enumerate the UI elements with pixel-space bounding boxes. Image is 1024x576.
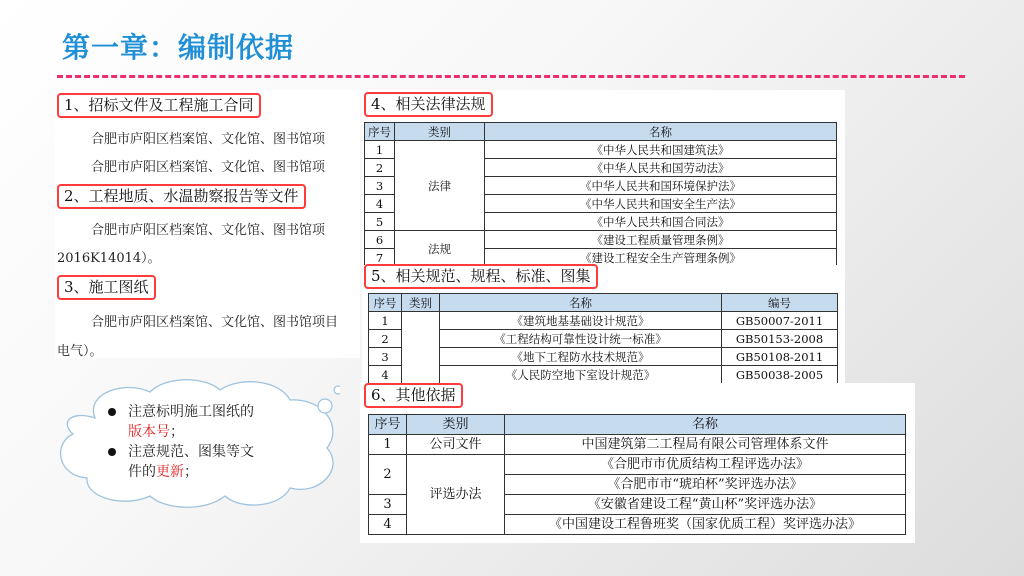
cell-name: 《建设工程安全生产管理条例》 bbox=[485, 249, 837, 267]
standards-table bbox=[368, 293, 838, 384]
table-row bbox=[369, 330, 838, 348]
cell-name: 《合肥市市优质结构工程评选办法》 bbox=[505, 455, 906, 475]
table-header: 序号 bbox=[369, 415, 407, 435]
note-text: 注意规范、图集等文 bbox=[128, 444, 254, 460]
note-item bbox=[108, 402, 254, 442]
paragraph-text: 合肥市庐阳区档案馆、文化馆、图书馆项 bbox=[91, 223, 326, 238]
heading-laws: 4、相关法律法规 bbox=[364, 92, 493, 117]
cell-name: 《中华人民共和国建筑法》 bbox=[485, 141, 837, 159]
cell-name: 《建筑地基基础设计规范》 bbox=[440, 312, 722, 330]
cell-no: 6 bbox=[365, 231, 395, 249]
cell-category: 评选办法 bbox=[407, 455, 505, 535]
table-row bbox=[365, 141, 837, 159]
heading-other-basis: 6、其他依据 bbox=[364, 383, 463, 408]
page-title: 第一章：编制依据 bbox=[62, 31, 295, 64]
table-row bbox=[369, 348, 838, 366]
cell-name: 《地下工程防水技术规范》 bbox=[440, 348, 722, 366]
cell-code: GB50108-2011 bbox=[722, 348, 838, 366]
title-divider bbox=[57, 75, 965, 78]
cell-no: 1 bbox=[365, 141, 395, 159]
cell-name: 《安徽省建设工程“黄山杯”奖评选办法》 bbox=[505, 495, 906, 515]
paragraph-text: 2016K14014）。 bbox=[57, 251, 161, 266]
cell-category: 法规 bbox=[395, 231, 485, 267]
cell-no: 3 bbox=[369, 348, 402, 366]
paragraph-text: 合肥市庐阳区档案馆、文化馆、图书馆项 bbox=[91, 160, 326, 175]
note-highlight: 更新 bbox=[156, 464, 184, 480]
cell-code: GB50038-2005 bbox=[722, 366, 838, 384]
table-header: 名称 bbox=[440, 294, 722, 312]
table-header: 名称 bbox=[505, 415, 906, 435]
heading-standards: 5、相关规范、规程、标准、图集 bbox=[364, 264, 598, 289]
bullet-icon bbox=[108, 448, 116, 456]
table-header: 序号 bbox=[369, 294, 402, 312]
cell-code: GB50007-2011 bbox=[722, 312, 838, 330]
cell-no: 2 bbox=[369, 330, 402, 348]
cell-name: 中国建筑第二工程局有限公司管理体系文件 bbox=[505, 435, 906, 455]
cell-no: 3 bbox=[365, 177, 395, 195]
note-text: 注意标明施工图纸的 bbox=[128, 404, 254, 420]
cell-name: 《中华人民共和国安全生产法》 bbox=[485, 195, 837, 213]
cell-name: 《建设工程质量管理条例》 bbox=[485, 231, 837, 249]
bullet-icon bbox=[108, 408, 116, 416]
cell-no: 1 bbox=[369, 312, 402, 330]
cell-no: 1 bbox=[369, 435, 407, 455]
heading-geology-report: 2、工程地质、水温勘察报告等文件 bbox=[57, 184, 306, 209]
note-text: ； bbox=[184, 464, 198, 480]
cell-name: 《合肥市市“琥珀杯”奖评选办法》 bbox=[505, 475, 906, 495]
note-text: ； bbox=[170, 424, 184, 440]
table-header: 类别 bbox=[407, 415, 505, 435]
cell-name: 《中国建设工程鲁班奖（国家优质工程）奖评选办法》 bbox=[505, 515, 906, 535]
cell-no: 4 bbox=[369, 515, 407, 535]
table-header: 类别 bbox=[395, 123, 485, 141]
table-row bbox=[369, 455, 906, 475]
cell-no: 4 bbox=[365, 195, 395, 213]
table-row bbox=[369, 366, 838, 384]
table-row bbox=[369, 312, 838, 330]
heading-bid-documents: 1、招标文件及工程施工合同 bbox=[57, 93, 261, 118]
notes-list bbox=[108, 402, 254, 482]
paragraph-text: 电气）。 bbox=[57, 344, 103, 359]
cell-no: 3 bbox=[369, 495, 407, 515]
cell-no: 4 bbox=[369, 366, 402, 384]
cell-name: 《中华人民共和国环境保护法》 bbox=[485, 177, 837, 195]
table-row bbox=[365, 231, 837, 249]
cell-name: 《人民防空地下室设计规范》 bbox=[440, 366, 722, 384]
table-header: 名称 bbox=[485, 123, 837, 141]
cell-no: 5 bbox=[365, 213, 395, 231]
laws-table bbox=[364, 122, 837, 267]
heading-drawings: 3、施工图纸 bbox=[57, 275, 156, 300]
table-header: 编号 bbox=[722, 294, 838, 312]
cell-name: 《工程结构可靠性设计统一标准》 bbox=[440, 330, 722, 348]
cell-name: 《中华人民共和国合同法》 bbox=[485, 213, 837, 231]
cell-category: 公司文件 bbox=[407, 435, 505, 455]
cell-code: GB50153-2008 bbox=[722, 330, 838, 348]
cell-no: 7 bbox=[365, 249, 395, 267]
note-text: 件的 bbox=[128, 464, 156, 480]
other-basis-table bbox=[368, 414, 906, 535]
table-row bbox=[369, 435, 906, 455]
table-header: 序号 bbox=[365, 123, 395, 141]
cell-category: 法律 bbox=[395, 141, 485, 231]
cell-name: 《中华人民共和国劳动法》 bbox=[485, 159, 837, 177]
paragraph-text: 合肥市庐阳区档案馆、文化馆、图书馆项目 bbox=[91, 315, 339, 330]
note-item bbox=[108, 442, 254, 482]
cell-no: 2 bbox=[365, 159, 395, 177]
note-highlight: 版本号 bbox=[128, 424, 170, 440]
table-header: 类别 bbox=[402, 294, 440, 312]
cell-category bbox=[402, 312, 440, 384]
cell-no: 2 bbox=[369, 455, 407, 495]
paragraph-text: 合肥市庐阳区档案馆、文化馆、图书馆项 bbox=[91, 132, 326, 147]
